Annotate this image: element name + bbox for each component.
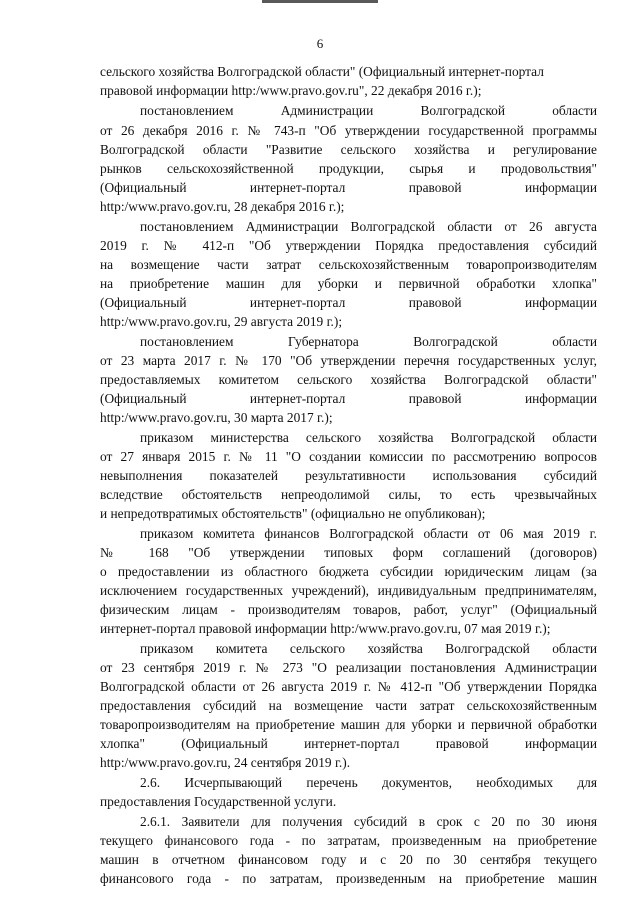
text-line: Волгоградской области "Развитие сельского хозяйства и регулирование (100, 142, 597, 157)
text-line: постановлением Администрации Волгоградской области от 26 августа (140, 219, 597, 234)
text-line: финансового года - по затратам, произведенным на приобретение машин (100, 871, 597, 886)
text-line: http:/www.pravo.gov.ru, 30 марта 2017 г.); (100, 410, 333, 425)
text-line: правовой информации http:/www.pravo.gov.ru", 22 декабря 2016 г.); (100, 83, 482, 98)
text-line: текущего финансового года - по затратам, произведенным на приобретение (100, 833, 597, 848)
text-line: (Официальный интернет-портал правовой информации (100, 180, 597, 195)
text-line: предоставляемых комитетом сельского хозяйства Волгоградской области" (100, 372, 597, 387)
text-line: предоставления Государственной услуги. (100, 794, 337, 809)
text-line: (Официальный интернет-портал правовой информации (100, 295, 597, 310)
text-line: 2.6. Исчерпывающий перечень документов, необходимых для (140, 775, 597, 790)
text-line: машин в отчетном финансовом году и с 20 по 30 сентября текущего (100, 852, 597, 867)
text-line: физическим лицам - производителям товаров, работ, услуг" (Официальный (100, 602, 597, 617)
text-line: Волгоградской области от 26 августа 2019 г. № 412-п "Об утверждении Порядка (100, 679, 597, 694)
text-line: (Официальный интернет-портал правовой информации (100, 391, 597, 406)
text-line: 2019 г. № 412-п "Об утверждении Порядка предоставления субсидий (100, 238, 597, 253)
text-line: от 23 марта 2017 г. № 170 "Об утверждении перечня государственных услуг, (100, 353, 597, 368)
text-line: http:/www.pravo.gov.ru, 28 декабря 2016 г.); (100, 199, 345, 214)
text-line: на возмещение части затрат сельскохозяйственным товаропроизводителям (100, 257, 597, 272)
text-line: 2.6.1. Заявители для получения субсидий в срок с 20 по 30 июня (140, 814, 597, 829)
text-line: от 26 декабря 2016 г. № 743-п "Об утверждении государственной программы (100, 123, 597, 138)
text-line: предоставления субсидий на возмещение части затрат сельскохозяйственным (100, 698, 597, 713)
text-line: http:/www.pravo.gov.ru, 24 сентября 2019 г.). (100, 755, 351, 770)
text-line: товаропроизводителям на приобретение машин для уборки и первичной обработки (100, 717, 597, 732)
text-line: приказом комитета сельского хозяйства Волгоградской области (140, 641, 597, 656)
text-line: постановлением Администрации Волгоградской области (140, 103, 597, 118)
scan-artifact-top (262, 0, 378, 3)
text-line: от 23 сентября 2019 г. № 273 "О реализации постановления Администрации (100, 660, 597, 675)
text-line: приказом комитета финансов Волгоградской области от 06 мая 2019 г. (140, 526, 597, 541)
text-line: на приобретение машин для уборки и первичной обработки хлопка" (100, 276, 597, 291)
text-line: о предоставлении из областного бюджета субсидии юридическим лицам (за (100, 564, 597, 579)
text-line: http:/www.pravo.gov.ru, 29 августа 2019 г.); (100, 314, 343, 329)
text-line: исключением государственных учреждений), индивидуальным предпринимателям, (100, 583, 597, 598)
text-line: приказом министерства сельского хозяйства Волгоградской области (140, 430, 597, 445)
text-line: постановлением Губернатора Волгоградской области (140, 334, 597, 349)
text-line: № 168 "Об утверждении типовых форм соглашений (договоров) (100, 545, 597, 560)
text-line: сельского хозяйства Волгоградской области" (Официальный интернет-портал (100, 64, 544, 79)
text-line: от 27 января 2015 г. № 11 "О создании комиссии по рассмотрению вопросов (100, 449, 597, 464)
page-number: 6 (316, 36, 324, 51)
text-line: рынков сельскохозяйственной продукции, сырья и продовольствия" (100, 161, 597, 176)
text-line: интернет-портал правовой информации http:/www.pravo.gov.ru, 07 мая 2019 г.); (100, 621, 551, 636)
text-line: хлопка" (Официальный интернет-портал правовой информации (100, 736, 597, 751)
text-line: невыполнения показателей результативности использования субсидий (100, 468, 597, 483)
text-line: вследствие обстоятельств непреодолимой силы, то есть чрезвычайных (100, 487, 597, 502)
text-line: и непредотвратимых обстоятельств" (официально не опубликован); (100, 506, 486, 521)
